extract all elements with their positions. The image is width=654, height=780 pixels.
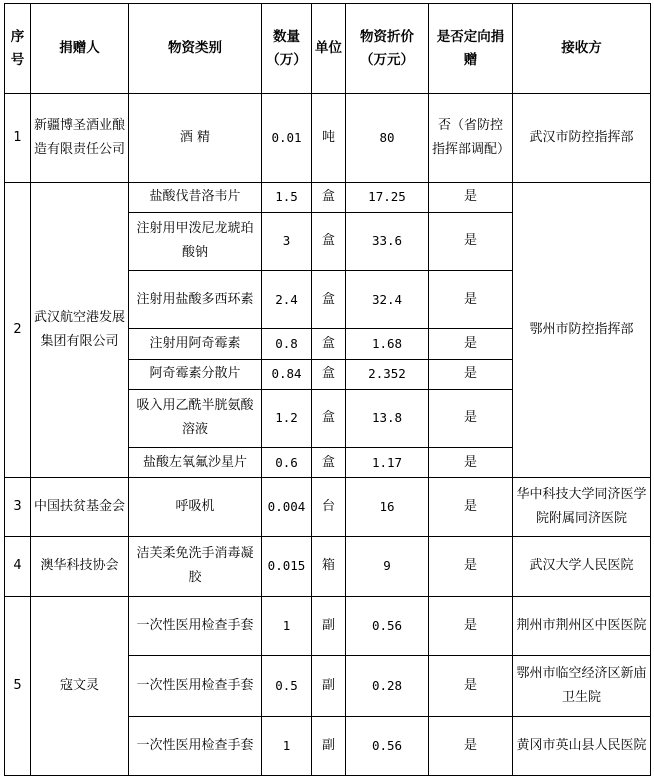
category-cell: 一次性医用检查手套: [129, 596, 262, 655]
value-cell: 9: [346, 536, 429, 596]
header-value: 物资折价（万元）: [346, 4, 429, 94]
table-row: [5, 536, 651, 596]
value-cell: 0.56: [346, 596, 429, 655]
recipient-cell: 武汉大学人民医院: [513, 536, 651, 596]
table-row: [5, 596, 651, 655]
header-directed: 是否定向捐赠: [429, 4, 513, 94]
recipient-cell: 武汉市防控指挥部: [513, 94, 651, 183]
directed-cell: 是: [429, 359, 513, 389]
seq-cell: 2: [5, 182, 31, 478]
directed-cell: 是: [429, 212, 513, 270]
donor-cell: 武汉航空港发展集团有限公司: [31, 182, 129, 478]
unit-cell: 箱: [312, 536, 346, 596]
header-row: [5, 4, 651, 94]
category-cell: 盐酸左氧氟沙星片: [129, 448, 262, 478]
category-cell: 呼吸机: [129, 478, 262, 536]
donation-table: [4, 3, 651, 776]
seq-cell: 4: [5, 536, 31, 596]
recipient-cell: 鄂州市临空经济区新庙卫生院: [513, 656, 651, 716]
value-cell: 80: [346, 94, 429, 183]
value-cell: 2.352: [346, 359, 429, 389]
directed-cell: 是: [429, 478, 513, 536]
recipient-cell: 鄂州市防控指挥部: [513, 182, 651, 478]
header-unit: 单位: [312, 4, 346, 94]
quantity-cell: 0.5: [262, 656, 312, 716]
seq-cell: 1: [5, 94, 31, 183]
table-row: [5, 182, 651, 212]
header-recipient: 接收方: [513, 4, 651, 94]
recipient-cell: 黄冈市英山县人民医院: [513, 716, 651, 775]
seq-cell: 3: [5, 478, 31, 536]
category-cell: 阿奇霉素分散片: [129, 359, 262, 389]
unit-cell: 盒: [312, 359, 346, 389]
directed-cell: 是: [429, 596, 513, 655]
value-cell: 16: [346, 478, 429, 536]
header-category: 物资类别: [129, 4, 262, 94]
unit-cell: 盒: [312, 389, 346, 447]
category-cell: 注射用阿奇霉素: [129, 329, 262, 359]
quantity-cell: 0.84: [262, 359, 312, 389]
quantity-cell: 0.6: [262, 448, 312, 478]
directed-cell: 是: [429, 656, 513, 716]
header-seq: 序号: [5, 4, 31, 94]
recipient-cell: 华中科技大学同济医学院附属同济医院: [513, 478, 651, 536]
unit-cell: 盒: [312, 448, 346, 478]
category-cell: 吸入用乙酰半胱氨酸溶液: [129, 389, 262, 447]
value-cell: 1.68: [346, 329, 429, 359]
value-cell: 13.8: [346, 389, 429, 447]
value-cell: 17.25: [346, 182, 429, 212]
directed-cell: 是: [429, 329, 513, 359]
unit-cell: 盒: [312, 271, 346, 329]
directed-cell: 是: [429, 716, 513, 775]
value-cell: 0.56: [346, 716, 429, 775]
value-cell: 1.17: [346, 448, 429, 478]
quantity-cell: 0.015: [262, 536, 312, 596]
quantity-cell: 1.5: [262, 182, 312, 212]
unit-cell: 盒: [312, 212, 346, 270]
unit-cell: 副: [312, 596, 346, 655]
category-cell: 一次性医用检查手套: [129, 716, 262, 775]
unit-cell: 副: [312, 656, 346, 716]
category-cell: 注射用甲泼尼龙琥珀酸钠: [129, 212, 262, 270]
directed-cell: 是: [429, 271, 513, 329]
recipient-cell: 荆州市荆州区中医医院: [513, 596, 651, 655]
category-cell: 酒 精: [129, 94, 262, 183]
unit-cell: 副: [312, 716, 346, 775]
quantity-cell: 3: [262, 212, 312, 270]
category-cell: 盐酸伐昔洛韦片: [129, 182, 262, 212]
value-cell: 32.4: [346, 271, 429, 329]
unit-cell: 盒: [312, 182, 346, 212]
unit-cell: 台: [312, 478, 346, 536]
quantity-cell: 0.8: [262, 329, 312, 359]
quantity-cell: 0.01: [262, 94, 312, 183]
directed-cell: 是: [429, 536, 513, 596]
unit-cell: 吨: [312, 94, 346, 183]
donor-cell: 澳华科技协会: [31, 536, 129, 596]
header-quantity: 数量（万）: [262, 4, 312, 94]
category-cell: 注射用盐酸多西环素: [129, 271, 262, 329]
header-donor: 捐赠人: [31, 4, 129, 94]
value-cell: 33.6: [346, 212, 429, 270]
quantity-cell: 1: [262, 716, 312, 775]
value-cell: 0.28: [346, 656, 429, 716]
category-cell: 一次性医用检查手套: [129, 656, 262, 716]
quantity-cell: 1.2: [262, 389, 312, 447]
quantity-cell: 0.004: [262, 478, 312, 536]
quantity-cell: 2.4: [262, 271, 312, 329]
quantity-cell: 1: [262, 596, 312, 655]
table-row: [5, 478, 651, 536]
category-cell: 洁芙柔免洗手消毒凝胶: [129, 536, 262, 596]
directed-cell: 是: [429, 389, 513, 447]
donor-cell: 寇文灵: [31, 596, 129, 775]
directed-cell: 是: [429, 182, 513, 212]
donor-cell: 新疆博圣酒业酿造有限责任公司: [31, 94, 129, 183]
donor-cell: 中国扶贫基金会: [31, 478, 129, 536]
directed-cell: 是: [429, 448, 513, 478]
table-row: [5, 94, 651, 183]
directed-cell: 否（省防控指挥部调配）: [429, 94, 513, 183]
seq-cell: 5: [5, 596, 31, 775]
unit-cell: 盒: [312, 329, 346, 359]
